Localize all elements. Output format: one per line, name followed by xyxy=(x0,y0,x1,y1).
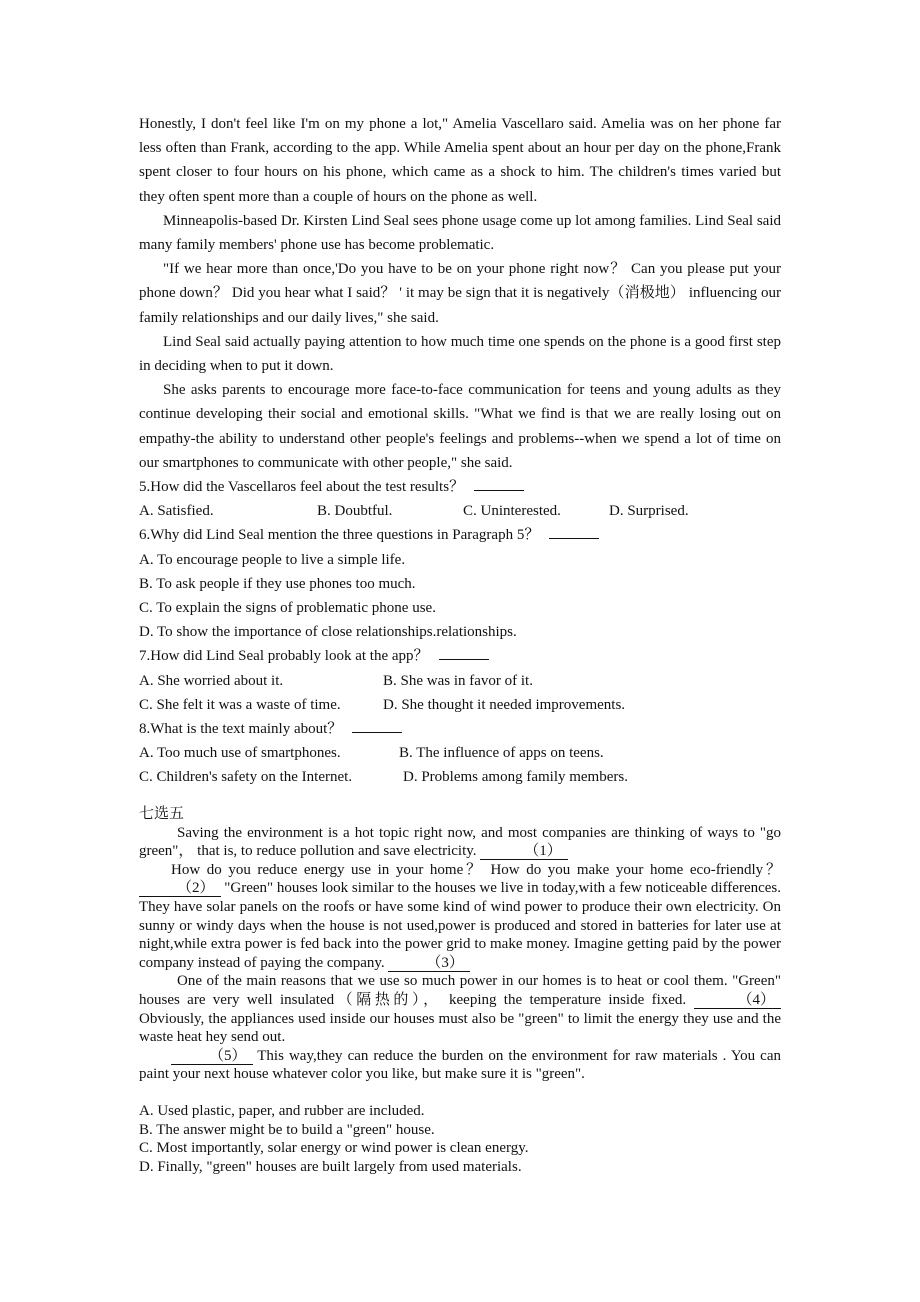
question-7-options-row2 xyxy=(139,693,781,717)
option-a: A. Too much use of smartphones. xyxy=(139,745,341,762)
question-stem: 8.What is the text mainly about？ xyxy=(139,721,343,738)
option-b: B. To ask people if they use phones too much. xyxy=(139,575,416,592)
passage-paragraph: Minneapolis-based Dr. Kirsten Lind Seal sees phone usage come up lot among families. Lind Seal said many family members' phone use has become problematic. xyxy=(139,212,781,254)
passage-paragraph: Lind Seal said actually paying attention to how much time one spends on the phone is a good first step in deciding when to put it down. xyxy=(139,333,781,375)
seven-choose-five-section xyxy=(139,804,781,1177)
choice-d: D. Finally, "green" houses are built largely from used materials. xyxy=(139,1158,522,1175)
passage-paragraph: She asks parents to encourage more face-to-face communication for teens and young adults as they continue developing their social and emotional skills. "What we find is that we are really losing out on empathy-the ability to understand other people's feelings and problems--when we spend a lot of time on our smartphones to communicate with other people," she said. xyxy=(139,382,781,471)
option-c: C. She felt it was a waste of time. xyxy=(139,696,341,713)
paragraph-text: Obviously, the appliances used inside our houses must also be "green" to limit the energy they use and the waste heat hey send out. xyxy=(139,1010,781,1046)
question-7 xyxy=(139,644,781,668)
option-b: B. She was in favor of it. xyxy=(383,672,533,689)
question-7-options-row1 xyxy=(139,669,781,693)
cloze-paragraph xyxy=(139,861,781,973)
answer-blank xyxy=(439,645,489,660)
question-6 xyxy=(139,523,781,547)
blank-5: （5） xyxy=(171,1048,253,1065)
answer-choices xyxy=(139,1102,781,1176)
passage-paragraph: Honestly, I don't feel like I'm on my phone a lot," Amelia Vascellaro said. Amelia was on her phone far less often than Frank, according to the app. While Amelia spent about an hour per day on the phone,Frank spent closer to four hours on his phone, which came as a shock to him. The children's times varied but they often spent more than a couple of hours on the phone as well. xyxy=(139,116,781,205)
blank-1: （1） xyxy=(480,843,568,860)
blank-4: （4） xyxy=(694,992,782,1009)
question-stem: 7.How did Lind Seal probably look at the app？ xyxy=(139,648,429,665)
option-d: D. Problems among family members. xyxy=(403,769,628,786)
blank-2: （2） xyxy=(139,880,221,897)
document-content xyxy=(139,112,781,1176)
question-5 xyxy=(139,475,781,499)
choice-b: B. The answer might be to build a "green" house. xyxy=(139,1121,435,1138)
section-heading: 七选五 xyxy=(139,805,185,822)
option-d: D. Surprised. xyxy=(609,503,689,520)
option-a: A. To encourage people to live a simple life. xyxy=(139,551,406,568)
paragraph-text: How do you reduce energy use in your home？ How do you make your home eco-friendly？ xyxy=(171,861,781,878)
paragraph-text: This way,they can reduce the burden on the environment for raw materials . You can paint your next house whatever color you like, but make sure it is "green". xyxy=(139,1047,781,1083)
option-a: A. Satisfied. xyxy=(139,503,214,520)
question-5-options xyxy=(139,499,781,523)
option-b: B. The influence of apps on teens. xyxy=(399,745,604,762)
option-b: B. Doubtful. xyxy=(317,503,393,520)
option-c: C. Uninterested. xyxy=(463,503,561,520)
choice-c: C. Most importantly, solar energy or wind power is clean energy. xyxy=(139,1140,529,1157)
question-stem: 6.Why did Lind Seal mention the three questions in Paragraph 5？ xyxy=(139,527,540,544)
paragraph-text: "Green" houses look similar to the houses we live in today,with a few noticeable differences. They have solar panels on the roofs or have some kind of wind power to produce their own electricity. On sunny or windy days when the house is not used,power is produced and stored in batteries for later use at night,while extra power is fed back into the power grid to make money. Imagine getting paid by the power company instead of paying the company. xyxy=(139,880,782,971)
paragraph-text: Saving the environment is a hot topic right now, and most companies are thinking of ways to "go green"， that is, to reduce pollution and save electricity. xyxy=(139,824,781,860)
question-8-options-row2 xyxy=(139,765,781,789)
answer-blank xyxy=(474,476,524,491)
question-stem: 5.How did the Vascellaros feel about the test results？ xyxy=(139,479,465,496)
option-c: C. Children's safety on the Internet. xyxy=(139,769,353,786)
passage-paragraph: "If we hear more than once,'Do you have to be on your phone right now？ Can you please put your phone down？ Did you hear what I said？ ' it may be sign that it is negatively（消极地） influencing our family relationships and our daily lives," she said. xyxy=(139,261,781,326)
cloze-paragraph xyxy=(139,1047,781,1084)
question-8-options-row1 xyxy=(139,741,781,765)
option-d: D. To show the importance of close relationships.relationships. xyxy=(139,624,517,641)
choice-a: A. Used plastic, paper, and rubber are included. xyxy=(139,1103,425,1119)
option-a: A. She worried about it. xyxy=(139,672,284,689)
option-d: D. She thought it needed improvements. xyxy=(383,696,626,713)
paragraph-text: One of the main reasons that we use so much power in our homes is to heat or cool them. "Green" houses are very well insulated（隔热的）， keeping the temperature inside fixed. xyxy=(139,973,781,1009)
cloze-paragraph xyxy=(139,824,781,861)
cloze-paragraph xyxy=(139,972,781,1046)
answer-blank xyxy=(549,524,599,539)
answer-blank xyxy=(352,718,402,733)
question-8 xyxy=(139,717,781,741)
option-c: C. To explain the signs of problematic phone use. xyxy=(139,600,436,617)
blank-3: （3） xyxy=(388,955,470,972)
